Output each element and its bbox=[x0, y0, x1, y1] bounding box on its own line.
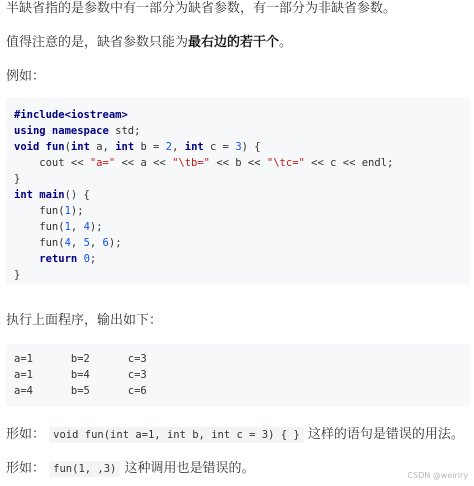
code-token: 5 bbox=[83, 237, 90, 249]
code-token: , bbox=[70, 237, 84, 249]
note-emphasis: 最右边的若干个 bbox=[188, 35, 280, 50]
code-token: int bbox=[184, 141, 204, 153]
code-token: "a=" bbox=[89, 157, 116, 169]
code-token: 0 bbox=[83, 253, 90, 265]
code-token: 4 bbox=[64, 237, 71, 249]
code-token: a, bbox=[89, 141, 116, 153]
code-line bbox=[14, 251, 96, 267]
code-token: () { bbox=[64, 189, 90, 201]
code-token: b = bbox=[134, 141, 166, 153]
code-token: main bbox=[39, 189, 65, 201]
code-token: , bbox=[70, 221, 84, 233]
code-token: fun( bbox=[14, 221, 65, 233]
code-token: } bbox=[14, 173, 21, 185]
code-token: using namespace bbox=[14, 125, 109, 137]
inline-code: void fun(int a=1, int b, int c = 3) { } bbox=[49, 427, 304, 443]
code-token: 1 bbox=[64, 205, 71, 217]
output-line: a=1 b=4 c=3 bbox=[14, 369, 147, 381]
code-token: fun bbox=[45, 141, 65, 153]
wrong-call-lead: 形如： bbox=[6, 461, 46, 476]
inline-code: fun(1, ,3) bbox=[49, 461, 120, 477]
code-token: "\tb=" bbox=[172, 157, 210, 169]
watermark: CSDN @weiriry bbox=[407, 471, 468, 480]
output-block bbox=[6, 344, 470, 406]
code-token: , bbox=[89, 237, 103, 249]
code-line bbox=[14, 123, 140, 139]
code-token: ; bbox=[89, 253, 97, 265]
output-line: a=1 b=2 c=3 bbox=[14, 353, 147, 365]
code-line bbox=[14, 107, 128, 123]
code-token: << b << bbox=[210, 157, 267, 169]
code-token: int bbox=[14, 189, 33, 201]
code-token: fun( bbox=[14, 237, 65, 249]
code-token: ); bbox=[108, 237, 122, 249]
code-token: } bbox=[14, 269, 21, 281]
paragraph-wrong-declaration bbox=[6, 426, 464, 444]
paragraph-intro: 半缺省指的是参数中有一部分为缺省参数，有一部分为非缺省参数。 bbox=[6, 1, 397, 16]
paragraph-note bbox=[6, 34, 292, 52]
code-line bbox=[14, 235, 122, 251]
code-token: ( bbox=[64, 141, 71, 153]
code-token: 1 bbox=[64, 221, 71, 233]
code-token: , bbox=[172, 141, 185, 153]
wrong-call-text: 这种调用也是错误的。 bbox=[120, 461, 255, 476]
code-line bbox=[14, 171, 20, 187]
code-token: cout << bbox=[14, 157, 90, 169]
code-token: 2 bbox=[165, 141, 173, 153]
code-token: "\tc=" bbox=[266, 157, 305, 169]
code-token: fun( bbox=[14, 205, 65, 217]
wrong-declaration-text: 这样的语句是错误的用法。 bbox=[303, 427, 464, 442]
code-line bbox=[14, 139, 261, 155]
code-token: void bbox=[14, 141, 40, 153]
code-token: std; bbox=[108, 125, 141, 137]
code-block bbox=[6, 98, 470, 284]
code-token: int bbox=[115, 141, 135, 153]
note-end: 。 bbox=[279, 35, 293, 50]
note-text: 值得注意的是，缺省参数只能为 bbox=[6, 35, 189, 50]
code-token: 3 bbox=[235, 141, 242, 153]
code-token bbox=[14, 253, 39, 265]
code-line bbox=[14, 267, 20, 283]
paragraph-example: 例如： bbox=[6, 69, 46, 84]
output-line: a=4 b=5 c=6 bbox=[14, 385, 147, 397]
code-token: ) { bbox=[241, 141, 261, 153]
code-line bbox=[14, 155, 393, 171]
code-token: c = bbox=[203, 141, 236, 153]
code-token: << a << bbox=[115, 157, 173, 169]
code-token: ); bbox=[70, 205, 84, 217]
code-token: return bbox=[39, 253, 78, 265]
code-line bbox=[14, 187, 90, 203]
code-token: int bbox=[70, 141, 90, 153]
code-token: 4 bbox=[83, 221, 90, 233]
paragraph-run-result: 执行上面程序，输出如下： bbox=[6, 313, 163, 328]
wrong-declaration-lead: 形如： bbox=[6, 427, 46, 442]
code-token: ); bbox=[89, 221, 103, 233]
code-token: #include<iostream> bbox=[14, 109, 128, 121]
paragraph-wrong-call bbox=[6, 460, 255, 478]
code-token: << c << endl; bbox=[304, 157, 394, 169]
code-line bbox=[14, 219, 103, 235]
code-token: 6 bbox=[102, 237, 109, 249]
code-line bbox=[14, 203, 84, 219]
